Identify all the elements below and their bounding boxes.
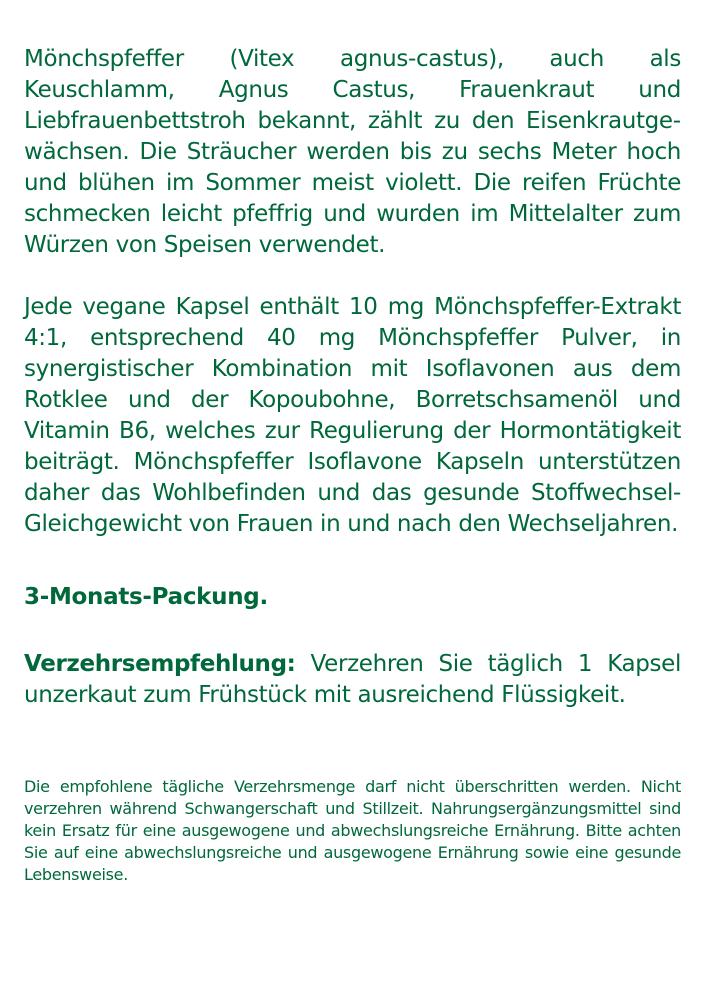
package-heading: 3-Monats-Packung.: [24, 584, 268, 610]
intro-paragraph: Mönchspfeffer (Vitex agnus-castus), auch als Keuschlamm, Agnus Castus, Frauenkraut und Liebfrauenbettstroh bekannt, zählt zu den Eisenkrautgewächsen. Die Sträucher werden bis zu sechs Meter hoch und blühen im Sommer meist violett. Die reifen Früchte schmecken leicht pfeffrig und wurden im Mittelalter zum Würzen von Speisen verwendet.: [24, 46, 681, 258]
disclaimer-note: Die empfohlene tägliche Verzehrsmenge darf nicht überschritten werden. Nicht verzehren während Schwangerschaft und Stillzeit. Nahrungsergänzungsmittel sind kein Ersatz für eine ausgewogene und abwechslungsreiche Ernährung. Bitte achten Sie auf eine abwechslungsreiche und ausgewogene Ernährung sowie eine gesunde Lebensweise.: [24, 777, 681, 884]
product-description-document: [24, 44, 681, 886]
recommendation-label: Verzehrsempfehlung:: [24, 651, 296, 677]
recommendation-paragraph: [24, 649, 681, 711]
capsule-contents-paragraph: Jede vegane Kapsel enthält 10 mg Mönchspfeffer-Extrakt 4:1, entsprechend 40 mg Mönchspfeffer Pulver, in synergistischer Kombination mit Isoflavonen aus dem Rotklee und der Kopoubohne, Borretschsamenöl und Vitamin B6, welches zur Regulierung der Hormontätigkeit beiträgt. Mönchspfeffer Isoflavone Kapseln unterstützen daher das Wohlbefinden und das gesunde Stoffwechsel-Gleichgewicht von Frauen in und nach den Wechseljahren.: [24, 294, 681, 537]
recommendation-text: Verzehren Sie täglich 1 Kapsel unzerkaut zum Frühstück mit ausreichend Flüssigkeit.: [24, 651, 681, 708]
